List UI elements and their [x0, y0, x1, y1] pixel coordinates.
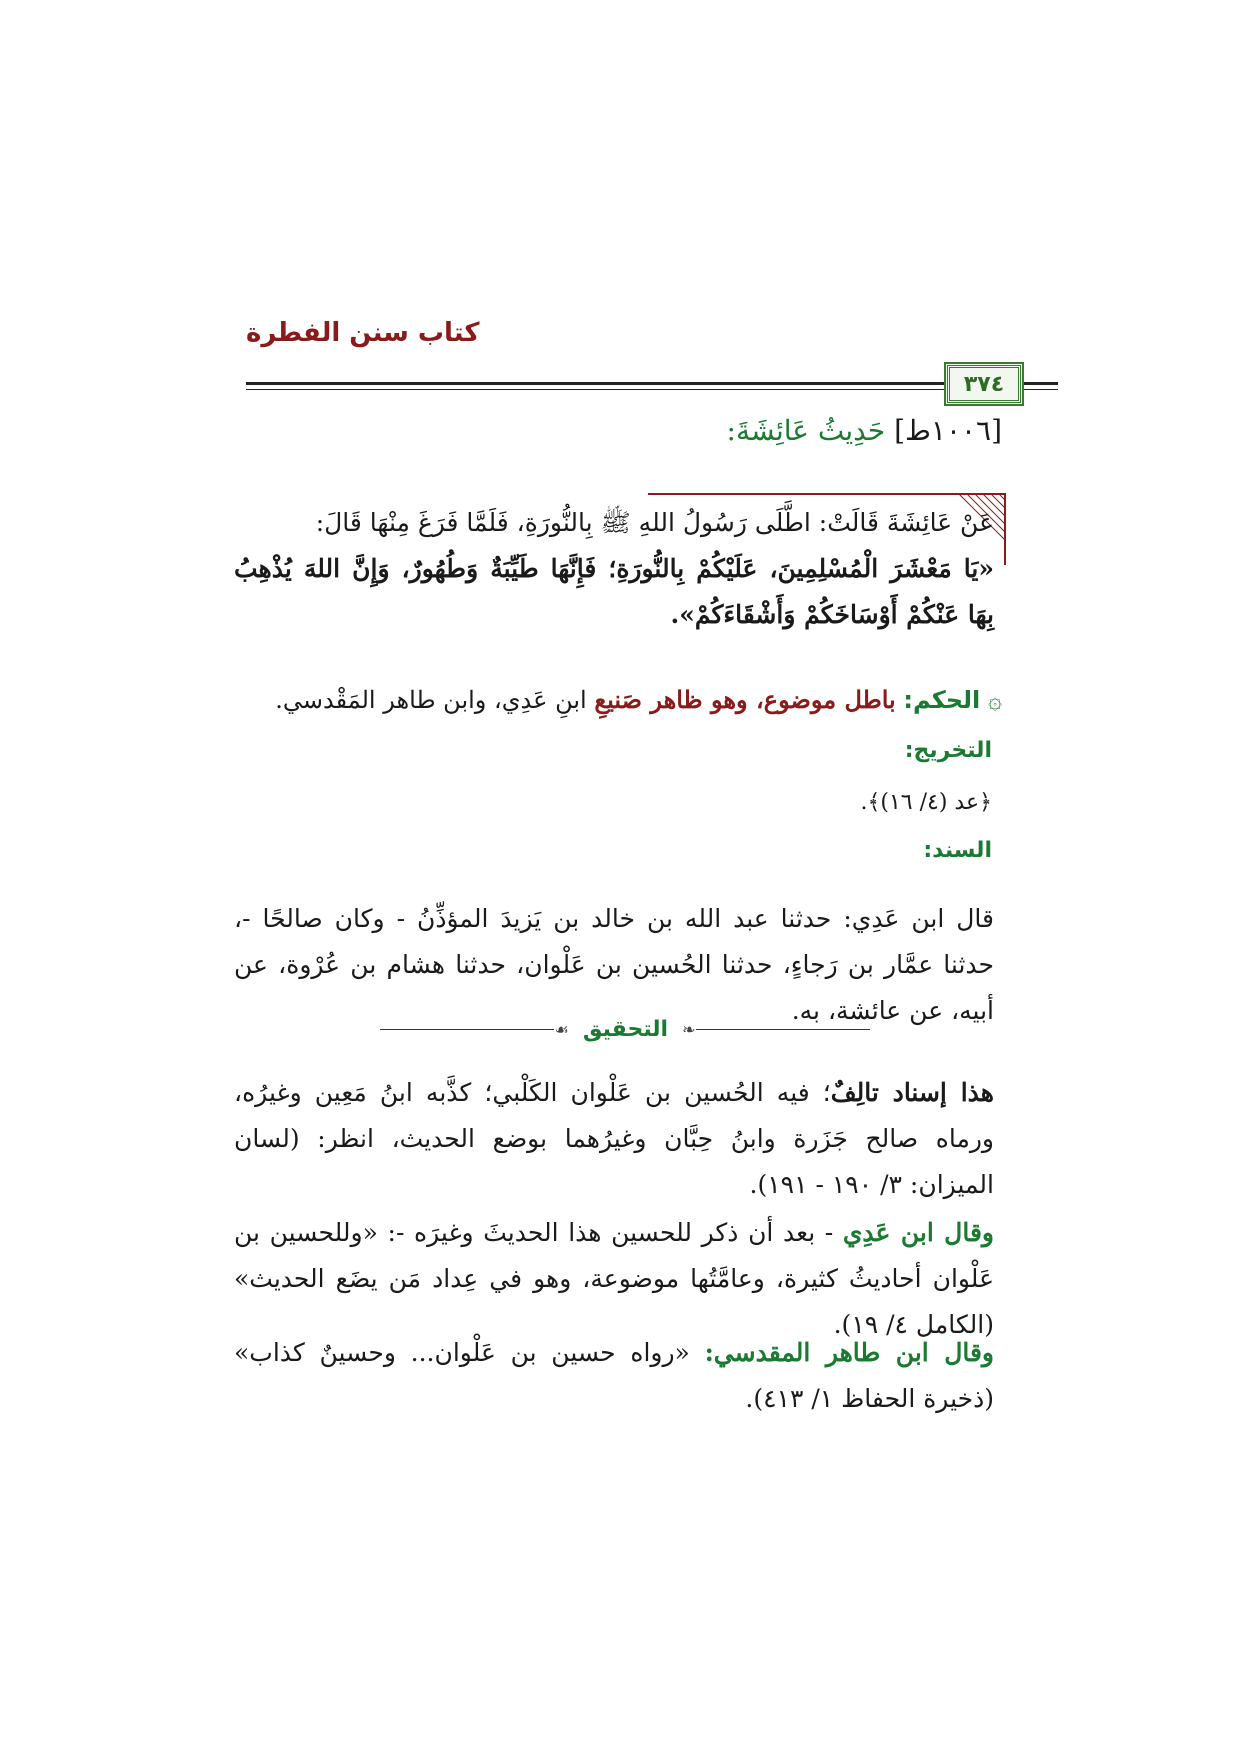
- tahqiq-divider: [380, 1014, 870, 1044]
- hadith-heading: [727, 414, 1002, 447]
- sanad-label: السند:: [923, 838, 992, 863]
- page-number: ٣٧٤: [963, 371, 1005, 397]
- divider-line: [696, 1029, 870, 1030]
- hadith-intro: عَنْ عَائِشَةَ قَالَتْ: اطَّلَى رَسُولُ اللهِ ﷺ بِالنُّورَةِ، فَلَمَّا فَرَغَ مِنْهَا قَالَ:: [315, 508, 994, 537]
- header-rule: [246, 382, 944, 385]
- hadith-number: [١٠٠٦ط]: [894, 414, 1002, 447]
- tahqiq-paragraph: [234, 1070, 994, 1208]
- page-number-frame: [944, 362, 1024, 406]
- hadith-matn: «يَا مَعْشَرَ الْمُسْلِمِينَ، عَلَيْكُمْ بِالنُّورَةِ؛ فَإِنَّهَا طَيِّبَةٌ وَطُهُورٌ، وَإِنَّ اللهَ يُذْهِبُ بِهَا عَنْكُمْ أَوْسَاخَكُمْ وَأَشْقَاءَكُمْ».: [234, 554, 994, 629]
- ruling-verdict: باطل موضوع، وهو ظاهر صَنيعِ: [594, 685, 896, 714]
- tahqiq-body: - بعد أن ذكر للحسين هذا الحديثَ وغيرَه -: «وللحسين بن عَلْوان أحاديثُ كثيرة، وعامَّتُها موضوعة، وهو في عِداد مَن يضَع الحديث» (الكامل ٤/ ١٩).: [234, 1218, 994, 1339]
- header-rule-right-thin: [1022, 389, 1058, 390]
- tahqiq-paragraph: [234, 1330, 994, 1422]
- divider-ornament-icon: ☙: [554, 1019, 569, 1039]
- tahqiq-lead: هذا إسناد تالِفٌ: [830, 1078, 994, 1107]
- divider-line: [380, 1029, 554, 1030]
- tahqiq-body: ؛ فيه الحُسين بن عَلْوان الكَلْبي؛ كذَّبه ابنُ مَعِين وغيرُه، ورماه صالح جَزَرة وابنُ حِبَّان وغيرُهما بوضع الحديث، انظر: (لسان الميزان: ٣/ ١٩٠ - ١٩١).: [234, 1078, 994, 1199]
- tahqiq-paragraph: [234, 1210, 994, 1348]
- divider-ornament-icon: ❧: [682, 1019, 696, 1039]
- header-rule-right: [1022, 382, 1058, 385]
- takhrij-value: ﴿عد (٤/ ١٦)﴾.: [860, 790, 992, 815]
- header-rule-thin: [246, 389, 944, 390]
- tahqiq-lead: وقال ابن طاهر المقدسي:: [704, 1338, 995, 1367]
- tahqiq-body: «رواه حسين بن عَلْوان... وحسينٌ كذاب» (ذخيرة الحفاظ ١/ ٤١٣).: [234, 1338, 994, 1413]
- tahqiq-lead: وقال ابن عَدِي: [842, 1218, 994, 1247]
- takhrij-label: التخريج:: [904, 738, 992, 763]
- flower-ornament-icon: ۞: [987, 686, 1002, 714]
- tahqiq-label: التحقيق: [582, 1016, 669, 1042]
- ruling-line: [232, 680, 1002, 720]
- ruling-label: الحكم:: [903, 686, 981, 714]
- hadith-box-top-line: [648, 493, 1006, 495]
- sanad-text: قال ابن عَدِي: حدثنا عبد الله بن خالد بن يَزيدَ المؤذِّنُ - وكان صالحًا -، حدثنا عمَّار بن رَجاءٍ، حدثنا الحُسين بن عَلْوان، حدثنا هشام بن عُرْوة، عن أبيه، عن عائشة، به.: [234, 904, 994, 1025]
- book-title: كتاب سنن الفطرة: [246, 318, 480, 348]
- hadith-title: حَدِيثُ عَائِشَةَ:: [726, 414, 886, 447]
- ruling-rest: ابنِ عَدِي، وابن طاهر المَقْدسي.: [275, 686, 587, 714]
